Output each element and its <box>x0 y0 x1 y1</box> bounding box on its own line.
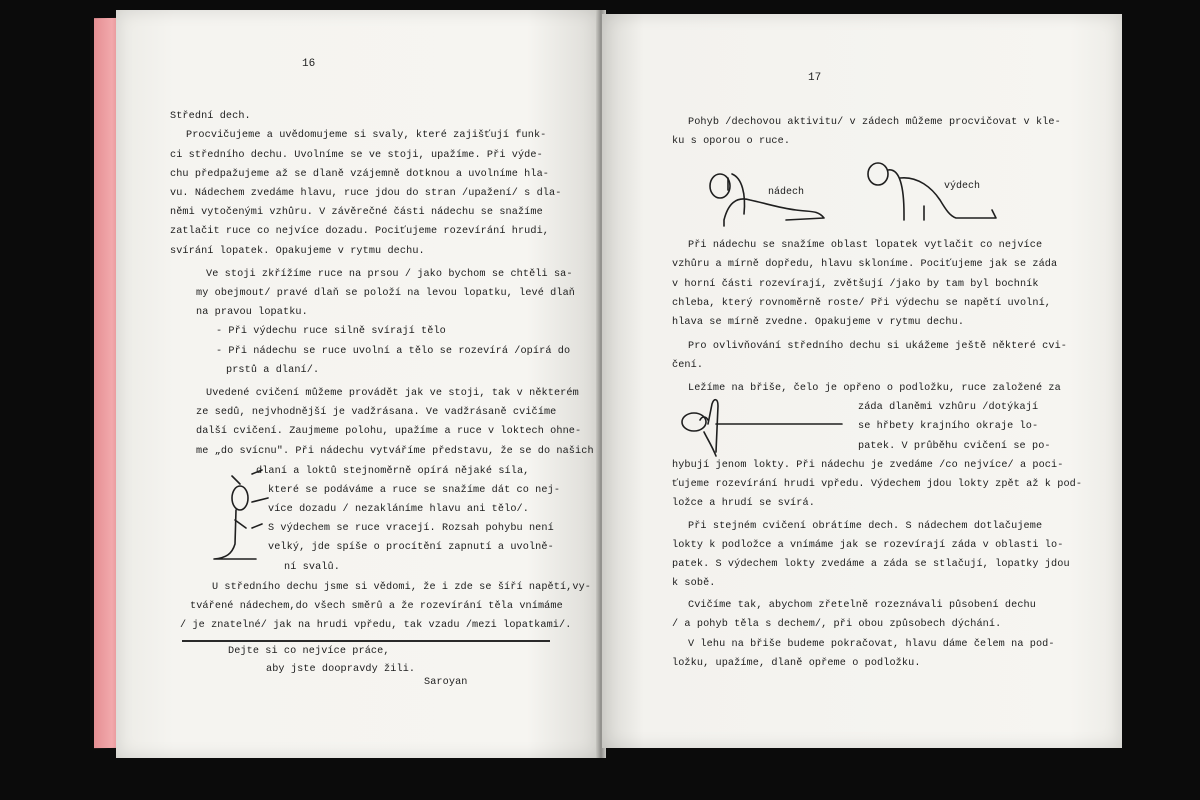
text-line: patek. V průběhu cvičení se po- <box>858 441 1051 452</box>
text-line: Při nádechu se snažíme oblast lopatek vytlačit co nejvíce <box>688 240 1043 251</box>
text-line: Ležíme na břiše, čelo je opřeno o podložku, ruce založené za <box>688 383 1061 394</box>
text-line: ťujeme rozevírání hrudi vpředu. Výdechem jdou lokty zpět až k pod- <box>672 479 1083 490</box>
text-line: velký, jde spíše o procítění zapnutí a uvolně- <box>268 542 554 553</box>
text-line: / a pohyb těla s dechem/, při obou způsobech dýchání. <box>672 619 1002 630</box>
text-line: na pravou lopatku. <box>196 307 308 318</box>
text-line: Při stejném cvičení obrátíme dech. S nádechem dotlačujeme <box>688 521 1043 532</box>
text-line: více dozadu / nezakláníme hlavu ani tělo/. <box>268 504 529 515</box>
text-line: tvářené nádechem,do všech směrů a že rozevírání těla vnímáme <box>190 601 563 612</box>
text-line: svírání lopatek. Opakujeme v rytmu dechu. <box>170 246 425 257</box>
text-line: němi vytočenými vzhůru. V závěrečné části nádechu se snažíme <box>170 207 543 218</box>
text-line: Střední dech. <box>170 111 251 122</box>
text-line: hlava se mírně zvedne. Opakujeme v rytmu dechu. <box>672 317 965 328</box>
quote-line: Dejte si co nejvíce práce, <box>228 646 390 657</box>
text-line: U středního dechu jsme si vědomi, že i zde se šíří napětí,vy- <box>212 582 592 593</box>
text-line: prstů a dlaní/. <box>226 365 320 376</box>
text-line: Pro ovlivňování středního dechu si ukážeme ještě některé cvi- <box>688 341 1068 352</box>
text-line: lokty k podložce a vnímáme jak se rozevírají záda v oblasti lo- <box>672 540 1064 551</box>
text-line: chleba, který rovnoměrně roste/ Při výdechu se napětí uvolní, <box>672 298 1052 309</box>
text-line: me „do svícnu". Při nádechu vytváříme představu, že se do našich <box>196 446 594 457</box>
text-line: patek. S výdechem lokty zvedáme a záda se stlačují, lopatky jdou <box>672 559 1070 570</box>
text-line: vzhůru a mírně dopředu, hlavu skloníme. Pociťujeme jak se záda <box>672 259 1058 270</box>
right-page <box>602 14 1122 748</box>
text-line: ložku, upažíme, dlaně opřeme o podložku. <box>672 658 921 669</box>
page-number-left: 16 <box>302 58 316 70</box>
text-line: záda dlaněmi vzhůru /dotýkají <box>858 402 1039 413</box>
seated-figure-sketch <box>202 462 272 572</box>
text-line: V lehu na břiše budeme pokračovat, hlavu dáme čelem na pod- <box>688 639 1055 650</box>
lying-figure-sketch <box>672 394 852 464</box>
text-line: k sobě. <box>672 578 716 589</box>
text-line: dlaní a loktů stejnoměrně opírá nějaké síla, <box>256 466 530 477</box>
text-line: / je znatelné/ jak na hrudi vpředu, tak vzadu /mezi lopatkami/. <box>180 620 572 631</box>
kneeling-exhale-sketch <box>864 158 1004 228</box>
sketch-label-exhale: výdech <box>944 181 981 192</box>
text-line: v horní části rozevírají, zvětšují /jako by tam byl bochník <box>672 279 1039 290</box>
text-line: - Při výdechu ruce silně svírají tělo <box>216 326 446 337</box>
kneeling-inhale-sketch <box>706 164 836 234</box>
text-line: zatlačit ruce co nejvíce dozadu. Pociťujeme rozevírání hrudi, <box>170 226 550 237</box>
text-line: ložce a hrudí se svírá. <box>672 498 815 509</box>
sketch-label-inhale: nádech <box>768 187 805 198</box>
text-line: Uvedené cvičení můžeme provádět jak ve stoji, tak v některém <box>206 388 579 399</box>
text-line: vu. Nádechem zvedáme hlavu, ruce jdou do stran /upažení/ s dla- <box>170 188 562 199</box>
text-line: čení. <box>672 360 704 371</box>
text-line: ci středního dechu. Uvolníme se ve stoji, upažíme. Při výde- <box>170 150 543 161</box>
divider-rule <box>182 640 550 642</box>
text-line: ku s oporou o ruce. <box>672 136 791 147</box>
text-line: Procvičujeme a uvědomujeme si svaly, které zajišťují funk- <box>186 130 547 141</box>
quote-line: aby jste doopravdy žili. <box>266 664 416 675</box>
text-line: my obejmout/ pravé dlaň se položí na levou lopatku, levé dlaň <box>196 288 576 299</box>
page-number-right: 17 <box>808 72 822 84</box>
text-line: chu předpažujeme až se dlaně vzájemně dotknou a uvolníme hla- <box>170 169 550 180</box>
text-line: Pohyb /dechovou aktivitu/ v zádech můžeme procvičovat v kle- <box>688 117 1061 128</box>
text-line: Cvičíme tak, abychom zřetelně rozeznávali působení dechu <box>688 600 1036 611</box>
text-line: - Při nádechu se ruce uvolní a tělo se rozevírá /opírá do <box>216 346 571 357</box>
text-line: Ve stoji zkřížíme ruce na prsou / jako bychom se chtěli sa- <box>206 269 573 280</box>
text-line: ní svalů. <box>284 562 340 573</box>
text-line: které se podáváme a ruce se snažíme dát co nej- <box>268 485 561 496</box>
text-line: ze sedů, nejvhodnější je vadžrásana. Ve vadžrásaně cvičíme <box>196 407 557 418</box>
left-page <box>116 10 600 758</box>
text-line: hybují jenom lokty. Při nádechu je zvedáme /co nejvíce/ a poci- <box>672 460 1064 471</box>
text-line: S výdechem se ruce vracejí. Rozsah pohybu není <box>268 523 554 534</box>
text-line: další cvičení. Zaujmeme polohu, upažíme a ruce v loktech ohne- <box>196 426 582 437</box>
quote-author: Saroyan <box>424 677 468 688</box>
text-line: se hřbety krajního okraje lo- <box>858 421 1039 432</box>
